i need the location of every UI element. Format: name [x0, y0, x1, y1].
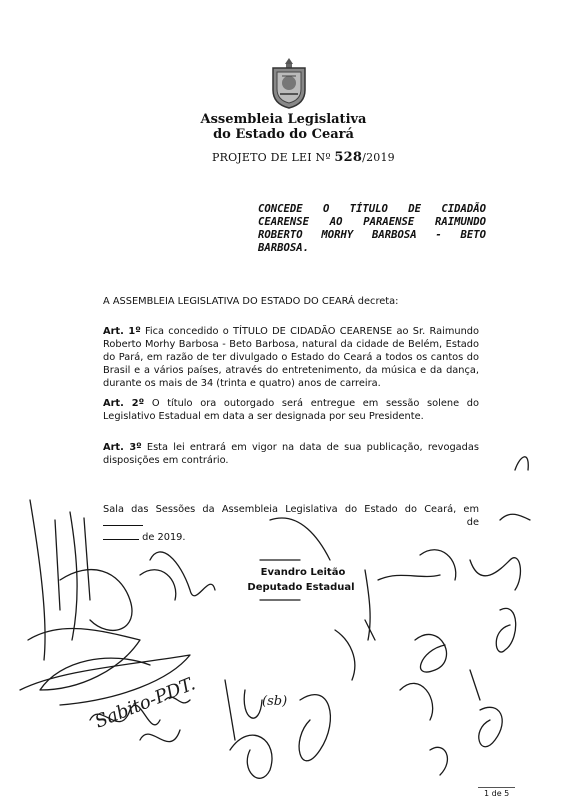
- signature-13: [420, 550, 456, 580]
- decree-intro: A ASSEMBLEIA LEGISLATIVA DO ESTADO DO CEARÁ decreta:: [103, 296, 399, 307]
- signature-18: [496, 608, 515, 652]
- institution-name-line1: Assembleia Legislativa: [200, 112, 367, 127]
- day-blank: [103, 516, 143, 526]
- bill-year: /2019: [362, 151, 395, 164]
- signature-16: [335, 620, 375, 680]
- signature-4: [28, 628, 150, 690]
- article-1: [103, 325, 479, 390]
- signature-10: [299, 695, 330, 761]
- signature-5: [20, 655, 190, 705]
- signature-3: [150, 552, 215, 596]
- article-3-label: Art. 3º: [103, 442, 142, 453]
- article-3-text: Esta lei entrará em vigor na data de sua publicação, revogadas disposições em contrário.: [103, 442, 479, 466]
- page-counter: 1 de 5: [478, 787, 515, 798]
- institution-name-line2: do Estado do Ceará: [213, 127, 354, 142]
- signature-12: [365, 570, 440, 640]
- signature-19: [400, 670, 480, 720]
- article-2: [103, 397, 479, 423]
- signature-7: [140, 730, 180, 742]
- article-3: [103, 441, 479, 467]
- signature-20: [479, 707, 502, 746]
- signature-21: [430, 747, 447, 775]
- signature-14: [470, 558, 520, 590]
- bill-number: 528: [334, 150, 363, 165]
- signature-6: [90, 697, 190, 725]
- article-2-text: O título ora outorgado será entregue em sessão solene do Legislativo Estadual em data a ser designada por seu Presidente.: [103, 398, 479, 422]
- bill-prefix: PROJETO DE LEI Nº: [212, 151, 335, 164]
- assembly-seal-icon: [269, 56, 309, 110]
- signature-15: [500, 457, 530, 520]
- signer-role: Deputado Estadual: [247, 582, 355, 593]
- article-1-label: Art. 1º: [103, 326, 141, 337]
- article-1-text: Fica concedido o TÍTULO DE CIDADÃO CEARENSE ao Sr. Raimundo Roberto Morhy Barbosa - Beto Barbosa, natural da cidade de Belém, Estado do Pará, em razão de ter divulgado o Estado do Ceará a todos os cantos do Brasil e a vários países, através do entretenimento, da música e da dança, durante os mais de 34 (trinta e quatro) anos de carreira.: [103, 326, 479, 389]
- bill-number-heading: [212, 150, 395, 165]
- session-de: de: [466, 517, 479, 528]
- bill-summary: CONCEDE O TÍTULO DE CIDADÃO CEARENSE AO PARAENSE RAIMUNDO ROBERTO MORHY BARBOSA - BETO BARBOSA.: [258, 203, 486, 254]
- article-2-label: Art. 2º: [103, 398, 145, 409]
- month-blank: [103, 530, 139, 540]
- signature-8: [225, 680, 262, 740]
- signature-22: [260, 560, 300, 600]
- signature-2: [60, 570, 176, 631]
- session-hall-text: Sala das Sessões da Assembleia Legislativa do Estado do Ceará, em: [103, 504, 479, 515]
- handwritten-note-2: (sb): [262, 694, 288, 709]
- signer-name: Evandro Leitão: [260, 567, 346, 578]
- signature-9: [230, 735, 272, 778]
- session-year: de 2019.: [142, 532, 186, 543]
- signature-17: [415, 634, 446, 672]
- handwritten-note-1: Sabito-PDT.: [92, 673, 199, 733]
- signature-1: [30, 500, 90, 660]
- session-hall-line: [103, 503, 479, 544]
